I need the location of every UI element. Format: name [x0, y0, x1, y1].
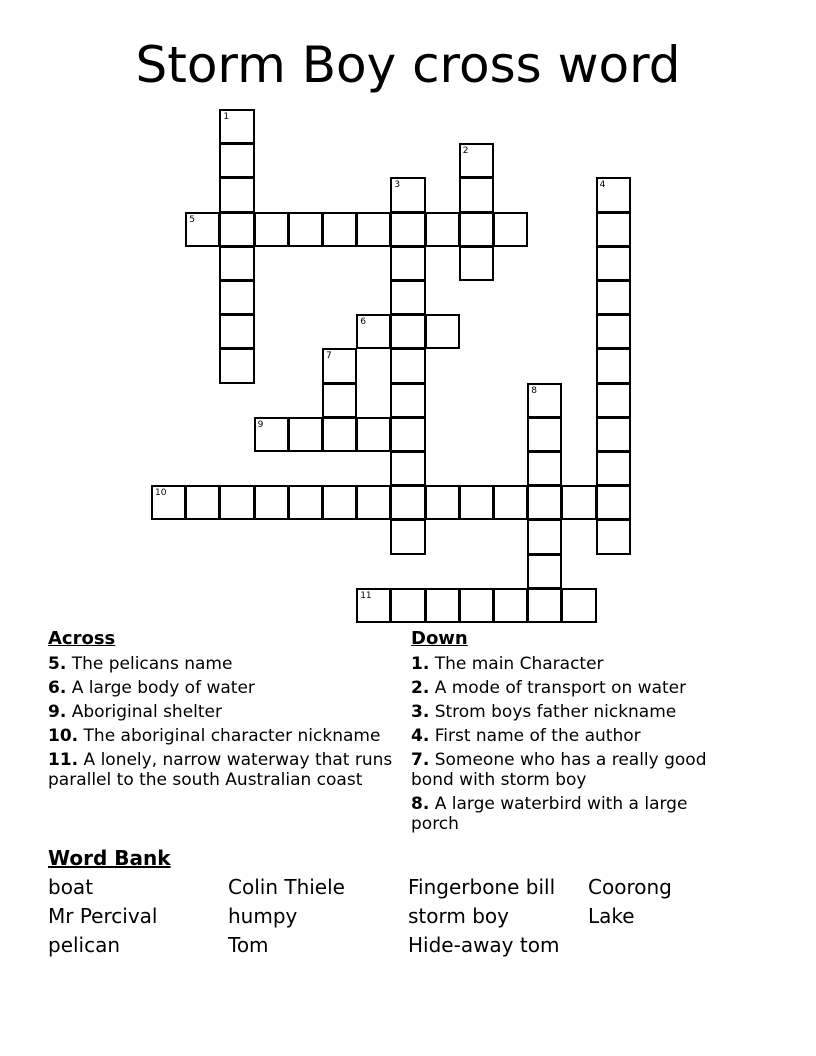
clue-item-text: A large body of water — [71, 678, 255, 698]
clue-item — [48, 750, 398, 790]
clue-number: 5 — [189, 214, 195, 225]
clue-item-text: The main Character — [434, 654, 604, 674]
down-clues — [411, 628, 731, 838]
grid-cell[interactable] — [390, 280, 425, 315]
word-bank-item: Coorong — [588, 875, 672, 899]
grid-cell[interactable] — [219, 314, 254, 349]
grid-cell[interactable] — [322, 485, 357, 520]
grid-cell[interactable] — [596, 451, 631, 486]
grid-cell[interactable] — [527, 383, 562, 418]
word-bank-item: Colin Thiele — [228, 875, 345, 899]
grid-cell[interactable] — [390, 177, 425, 212]
grid-cell[interactable] — [390, 519, 425, 554]
grid-cell[interactable] — [322, 212, 357, 247]
grid-cell[interactable] — [185, 485, 220, 520]
grid-cell[interactable] — [219, 485, 254, 520]
grid-cell[interactable] — [493, 485, 528, 520]
word-bank-item: Tom — [228, 933, 269, 957]
grid-cell[interactable] — [151, 485, 186, 520]
grid-cell[interactable] — [596, 383, 631, 418]
clue-number: 3 — [394, 180, 401, 191]
clue-item-text: First name of the author — [434, 726, 641, 746]
clue-number: 1 — [223, 112, 230, 122]
clue-item-number: 8. — [411, 794, 430, 814]
grid-cell[interactable] — [254, 485, 289, 520]
clue-item — [411, 678, 731, 698]
grid-cell[interactable] — [596, 212, 631, 247]
grid-cell[interactable] — [390, 383, 425, 418]
clue-number: 11 — [360, 590, 372, 601]
grid-cell[interactable] — [425, 485, 460, 520]
grid-cell[interactable] — [527, 519, 562, 554]
grid-cell[interactable] — [561, 588, 596, 623]
grid-cell[interactable] — [596, 177, 631, 212]
grid-cell[interactable] — [459, 246, 494, 281]
word-bank-heading: Word Bank — [48, 846, 171, 870]
grid-cell[interactable] — [390, 485, 425, 520]
clue-number: 6 — [360, 317, 366, 328]
grid-cell[interactable] — [219, 280, 254, 315]
clue-item — [48, 654, 398, 674]
word-bank-item: Fingerbone bill — [408, 875, 556, 899]
grid-cell[interactable] — [390, 212, 425, 247]
word-bank-item: humpy — [228, 904, 298, 928]
word-bank-item: boat — [48, 875, 94, 899]
grid-cell[interactable] — [596, 519, 631, 554]
grid-cell[interactable] — [219, 212, 254, 247]
clue-item — [411, 750, 731, 790]
clue-item-text: The pelicans name — [71, 654, 233, 674]
grid-cell[interactable] — [425, 588, 460, 623]
grid-cell[interactable] — [288, 212, 323, 247]
clue-item-number: 7. — [411, 750, 430, 770]
clue-item-text: The aboriginal character nickname — [83, 726, 381, 746]
page-title: Storm Boy cross word — [135, 36, 681, 94]
grid-cell[interactable] — [459, 485, 494, 520]
grid-cell[interactable] — [425, 212, 460, 247]
grid-cell[interactable] — [322, 348, 357, 383]
grid-cell[interactable] — [527, 554, 562, 589]
grid-cell[interactable] — [596, 314, 631, 349]
word-bank-item: pelican — [48, 933, 121, 957]
grid-cell[interactable] — [459, 143, 494, 178]
grid-cell[interactable] — [185, 212, 220, 247]
grid-cell[interactable] — [390, 314, 425, 349]
grid-cell[interactable] — [390, 588, 425, 623]
grid-cell[interactable] — [493, 212, 528, 247]
grid-cell[interactable] — [493, 588, 528, 623]
grid-cell[interactable] — [527, 451, 562, 486]
grid-cell[interactable] — [459, 177, 494, 212]
grid-cell[interactable] — [390, 417, 425, 452]
clue-item-text: Aboriginal shelter — [71, 702, 222, 722]
grid-cell[interactable] — [254, 212, 289, 247]
grid-cell[interactable] — [288, 417, 323, 452]
grid-cell[interactable] — [527, 417, 562, 452]
clue-number: 7 — [326, 351, 332, 362]
clue-item-number: 5. — [48, 654, 67, 674]
grid-cell[interactable] — [561, 485, 596, 520]
clue-item-number: 6. — [48, 678, 67, 698]
grid-cell[interactable] — [356, 485, 391, 520]
grid-cell[interactable] — [356, 417, 391, 452]
clue-item-number: 1. — [411, 654, 430, 674]
word-bank-item: storm boy — [408, 904, 509, 928]
grid-cell[interactable] — [219, 143, 254, 178]
grid-cell[interactable] — [390, 348, 425, 383]
clue-item-number: 4. — [411, 726, 430, 746]
grid-cell[interactable] — [219, 348, 254, 383]
clue-number: 4 — [599, 180, 606, 191]
across-clue-list — [48, 654, 398, 790]
grid-cell[interactable] — [254, 417, 289, 452]
clue-item-number: 2. — [411, 678, 430, 698]
across-clues — [48, 628, 398, 794]
grid-cell[interactable] — [390, 451, 425, 486]
clue-item — [48, 726, 398, 746]
grid-cell[interactable] — [390, 246, 425, 281]
grid-cell[interactable] — [356, 212, 391, 247]
clue-number: 9 — [257, 419, 264, 430]
grid-cell[interactable] — [527, 588, 562, 623]
clue-item-text: A mode of transport on water — [434, 678, 687, 698]
clue-item-number: 3. — [411, 702, 430, 722]
grid-cell[interactable] — [596, 246, 631, 281]
down-clue-list — [411, 654, 731, 834]
grid-cell[interactable] — [322, 417, 357, 452]
grid-cell[interactable] — [356, 314, 391, 349]
clue-number: 2 — [462, 146, 469, 157]
grid-cell[interactable] — [459, 588, 494, 623]
down-heading: Down — [411, 628, 468, 649]
grid-cell[interactable] — [459, 212, 494, 247]
grid-cell[interactable] — [219, 109, 254, 144]
clue-item-text: Someone who has a really good bond with storm boy — [411, 750, 707, 790]
clue-item-number: 11. — [48, 750, 79, 770]
across-heading: Across — [48, 628, 116, 649]
grid-cell[interactable] — [425, 314, 460, 349]
grid-cell[interactable] — [322, 383, 357, 418]
grid-cell[interactable] — [219, 246, 254, 281]
grid-cell[interactable] — [596, 417, 631, 452]
clue-number: 10 — [155, 488, 167, 499]
clue-item-text: Strom boys father nickname — [434, 702, 677, 722]
clue-item-number: 9. — [48, 702, 67, 722]
word-bank-item: Lake — [588, 904, 635, 928]
word-bank-item: Mr Percival — [48, 904, 158, 928]
grid-cell[interactable] — [527, 485, 562, 520]
clue-item-text: A large waterbird with a large porch — [411, 794, 688, 834]
grid-cell[interactable] — [356, 588, 391, 623]
word-bank-item: Hide-away tom — [408, 933, 560, 957]
grid-cell[interactable] — [596, 348, 631, 383]
grid-cell[interactable] — [219, 177, 254, 212]
clue-item — [411, 702, 731, 722]
clue-item-number: 10. — [48, 726, 79, 746]
clue-item — [48, 702, 398, 722]
grid-cell[interactable] — [596, 280, 631, 315]
clue-item-text: A lonely, narrow waterway that runs parallel to the south Australian coast — [48, 750, 393, 790]
grid-cell[interactable] — [288, 485, 323, 520]
clue-item — [411, 794, 731, 834]
clue-number: 8 — [531, 385, 537, 396]
clue-item — [411, 654, 731, 674]
clue-item — [48, 678, 398, 698]
grid-cell[interactable] — [596, 485, 631, 520]
clue-item — [411, 726, 731, 746]
